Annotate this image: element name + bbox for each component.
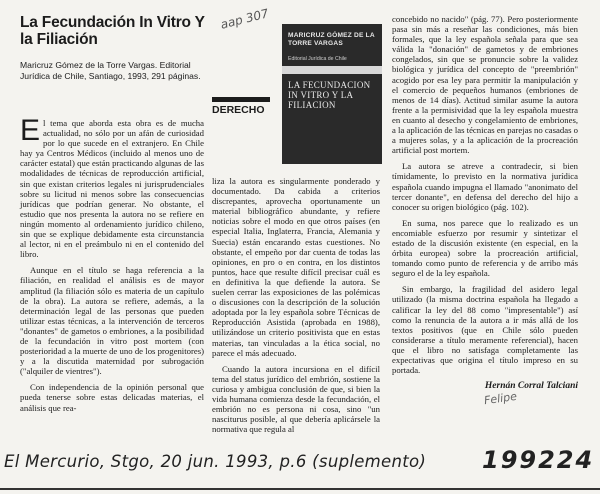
book-cover-publisher: Editorial Jurídica de Chile [288,56,347,62]
handwritten-note: aap 307 [219,6,271,32]
book-info: Maricruz Gómez de la Torre Vargas. Editorial Jurídica de Chile, Santiago, 1993, 291 páginas. [20,60,201,81]
paragraph: En suma, nos parece que lo realizado es un encomiable esfuerzo por resumir y sintetizar el estado de la discusión existente (en especial, en la órbita europea) sobre la procreación artificial, tomando como punto de referencia y de arribo más seguro el de la ley española. [392,217,578,279]
book-cover-title: LA FECUNDACION IN VITRO Y LA FILIACION [288,80,371,110]
paragraph: La autora se atreve a contradecir, si bien tímidamente, lo previsto en la normativa jurídica española cuando impugna el llamado "anonimato del tercer donante", en defensa del derecho del hijo a conocer su origen biológico (pág. 102). [392,161,578,212]
article-column-3 [392,14,578,391]
clipping-code: 199224 [482,446,595,474]
section-label: DERECHO [212,97,270,116]
article-headline: La Fecundación In Vitro Y la Filiación [20,14,205,48]
bottom-rule [0,488,600,490]
paragraph: Cuando la autora incursiona en el difícil tema del status jurídico del embrión, sostiene la curiosa y ambigua conclusión de que, si bien la vida humana comienza desde la fecundación, el embrión no es persona ni cosa, sino "un nasciturus posible, al que debería aplicársele la normativa que regula al [212,363,380,435]
paragraph: Sin embargo, la fragilidad del asidero legal utilizado (la misma doctrina española ha llegado a calificar la ley del 88 como "impresentable") así como la renuncia de la autora a ir más allá de los textos positivos (que en Chile sólo pueden considerarse a título meramente referencial), hacen que el libro no satisfaga completamente las expectativas que origina el título impreso en su portada. [392,284,578,376]
paragraph: liza la autora es singularmente ponderado y documentado. Da cabida a criterios discrepantes, aprovecha oportunamente un material bibliográfico abundante, y refiere noticias sobre el modo en que otros países (en especial Italia, Inglaterra, Francia, Alemania y Suecia) están encarando estas cuestiones. No obstante, el empeño por dar cuenta de todas las opiniones, en pro o en contra, en los distintos puntos, hace que resulte difícil precisar cuál es en definitiva la que defiende la autora. Se suelen cerrar las exposiciones de las polémicas o discusiones con la descripción de la solución adoptada por la ley española sobre Técnicas de Reproducción Asistida (aprobada en 1988), utilizándose un criterio positivista que en estas materias, tan vinculadas a la ética social, no parece el más adecuado. [212,176,380,358]
paragraph: Aunque en el título se haga referencia a la filiación, en realidad el análisis es de mayor amplitud (la filiación sólo es materia de un capítulo de la obra). La autora se refiere, además, a la determinación legal de las personas que pueden utilizar estas técnicas, a la intervención de terceros "donantes" de gametos o embriones, a la posibilidad de la fecundación in vitro post mortem (con posterioridad a la muerte de uno de los progenitores) y a la discutida maternidad por subrogación ("alquiler de vientres"). [20,265,204,377]
handwritten-signoff: Felipe [483,389,518,408]
book-cover-author: MARICRUZ GÓMEZ DE LA TORRE VARGAS [288,32,375,47]
paragraph: Con independencia de la opinión personal que pueda tenerse sobre estas delicadas materias, el análisis que rea- [20,382,204,413]
paragraph: concebido no nacido" (pág. 77). Pero posteriormente pasa sin más a reseñar las condiciones, más bien formales, que la ley española señala para que sea válida la "donación" de gametos y de embriones congelados, sin que se pronuncie sobre la validez biológica y jurídica del concepto de "preembrión" acogido por esa ley para permitir la manipulación y el comercio de pequeños humanos (embriones de menos de 14 días). Actitud similar asume la autora frente a la permisividad que la ley española muestra en cuanto al desecho y congelamiento de embriones, a la aplicación de las técnicas en parejas no casadas o a mujeres solas, y a la aplicación de la procreación artificial post mortem. [392,14,578,156]
clipping-source-note: El Mercurio, Stgo, 20 jun. 1993, p.6 (suplemento) [4,452,427,471]
article-column-1 [20,114,204,419]
book-cover-image [282,24,382,164]
paragraph: El tema que aborda esta obra es de mucha actualidad, no sólo por un afán de curiosidad por lo que sucede en el extranjero. En Chile hay ya Centros Médicos (incluido al menos uno de carácter estatal) que están practicando algunas de las modalidades de técnicas de reproducción artificial, sin que existan criterios legales ni jurisprudenciales sobre su licitud ni menos sobre las consecuencias jurídicas que podrían generar. No obstante, el estudio que nos presenta la autora no se refiere en ningún momento al ordenamiento jurídico chileno, sin que se explique debidamente esta circunstancia al lector, ni en el preámbulo ni en el contenido del libro. [20,114,204,260]
article-column-2 [212,176,380,440]
author-signature: Hernán Corral Talciani [484,381,578,392]
book-cover-band [282,66,382,74]
